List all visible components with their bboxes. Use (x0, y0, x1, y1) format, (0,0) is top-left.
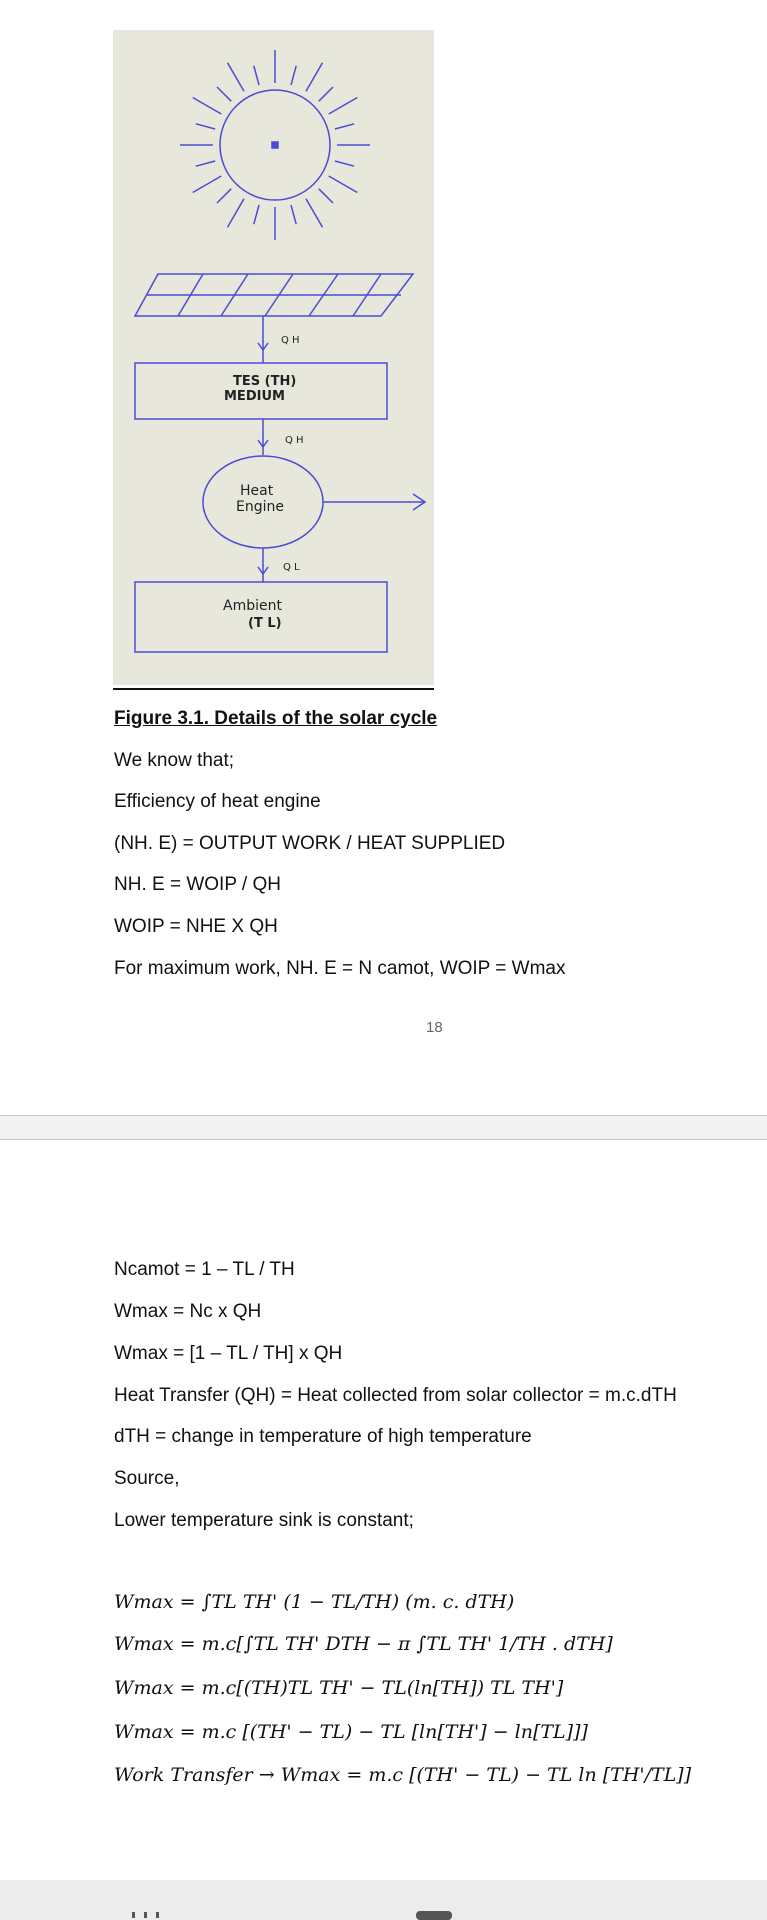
q-h-label-1: Q H (281, 335, 300, 346)
sun-ray (196, 124, 215, 129)
equation-3: Wmax = m.c[(TH)TL TH' − TL(ln[TH]) TL TH'] (114, 1677, 564, 1699)
ambient-label-1: Ambient (223, 598, 282, 614)
home-icon[interactable] (416, 1911, 452, 1920)
sun-ray (291, 66, 296, 85)
sun-ray (306, 199, 323, 228)
ambient-label-2: (T L) (248, 616, 282, 631)
sun-ray (291, 205, 296, 224)
sun-center (272, 142, 278, 148)
text-line: Wmax = [1 – TL / TH] x QH (114, 1343, 343, 1364)
text-line: Wmax = Nc x QH (114, 1301, 262, 1322)
document-page-2 (0, 1140, 767, 1880)
sun-ray (306, 63, 323, 92)
sun-ray (329, 98, 358, 115)
menu-icon[interactable] (132, 1912, 135, 1918)
page-separator (0, 1115, 767, 1140)
figure-bottom-rule (113, 688, 434, 690)
sun-ray (254, 66, 259, 85)
text-line: We know that; (114, 750, 235, 771)
sun-ray (329, 176, 358, 193)
engine-label-2: Engine (236, 499, 284, 515)
sun-ray (319, 189, 333, 203)
sun-ray (228, 199, 245, 228)
text-line: Lower temperature sink is constant; (114, 1510, 414, 1531)
tes-label-1: TES (TH) (233, 374, 297, 389)
text-line: WOIP = NHE X QH (114, 916, 278, 937)
sun-ray (196, 161, 215, 166)
solar-cycle-diagram (113, 30, 434, 685)
sun-ray (335, 161, 354, 166)
sun-ray (217, 189, 231, 203)
sun-ray (217, 87, 231, 101)
text-line: Ncamot = 1 – TL / TH (114, 1259, 295, 1280)
equation-2: Wmax = m.c[∫TL TH' DTH − π ∫TL TH' 1/TH . dTH] (114, 1633, 613, 1655)
q-l-label: Q L (283, 562, 300, 573)
sun-ray (335, 124, 354, 129)
text-line: NH. E = WOIP / QH (114, 874, 281, 895)
figure-caption: Figure 3.1. Details of the solar cycle (114, 708, 438, 729)
solar-cycle-figure (113, 30, 434, 685)
sun-ray (228, 63, 245, 92)
equation-1: Wmax = ∫TL TH' (1 − TL/TH) (m. c. dTH) (114, 1591, 515, 1613)
text-line: Source, (114, 1468, 180, 1489)
sun-ray (319, 87, 333, 101)
text-line: Heat Transfer (QH) = Heat collected from solar collector = m.c.dTH (114, 1385, 677, 1406)
engine-label-1: Heat (240, 483, 274, 499)
sun-ray (193, 176, 222, 193)
text-line: For maximum work, NH. E = N camot, WOIP = Wmax (114, 958, 566, 979)
equation-4: Wmax = m.c [(TH' − TL) − TL [ln[TH'] − ln[TL]]] (114, 1721, 588, 1743)
sun-ray (193, 98, 222, 115)
q-h-label-2: Q H (285, 435, 304, 446)
text-line: (NH. E) = OUTPUT WORK / HEAT SUPPLIED (114, 833, 506, 854)
bottom-bar-icons (0, 1880, 767, 1920)
page-number: 18 (426, 1019, 443, 1036)
equation-5: Work Transfer → Wmax = m.c [(TH' − TL) − TL ln [TH'/TL]] (114, 1764, 692, 1786)
sun-ray (254, 205, 259, 224)
viewer-bottom-bar (0, 1880, 767, 1920)
text-line: dTH = change in temperature of high temperature (114, 1426, 532, 1447)
text-line: Efficiency of heat engine (114, 791, 321, 812)
tes-label-2: MEDIUM (224, 389, 285, 404)
